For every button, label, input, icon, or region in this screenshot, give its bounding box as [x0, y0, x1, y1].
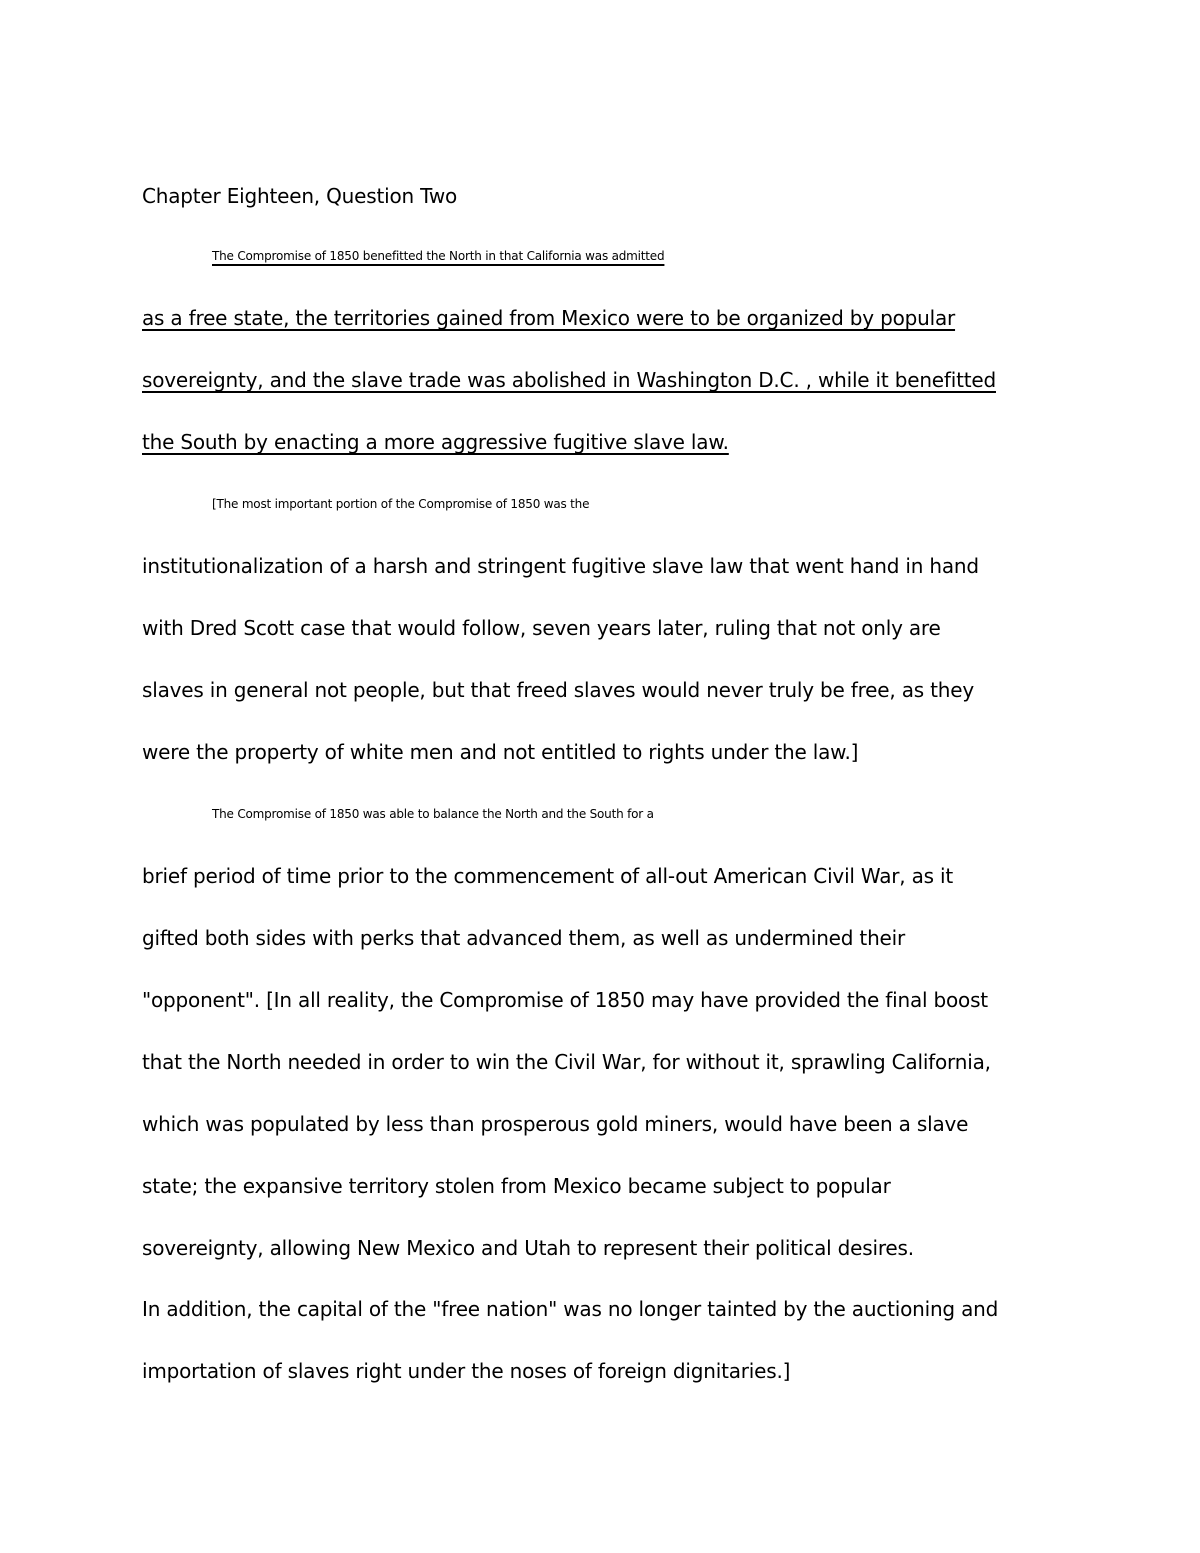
paragraph-2-line-2: institutionalization of a harsh and stringent fugitive slave law that went hand in hand — [142, 554, 979, 578]
paragraph-1-line-2: as a free state, the territories gained from Mexico were to be organized by popular — [142, 306, 956, 330]
paragraph-3-line-5: that the North needed in order to win the Civil War, for without it, sprawling California, — [142, 1050, 991, 1074]
paragraph-3-line-3: gifted both sides with perks that advanced them, as well as undermined their — [142, 926, 906, 950]
paragraph-3-line-9: In addition, the capital of the "free nation" was no longer tainted by the auctioning and — [142, 1297, 999, 1321]
paragraph-2-line-4: slaves in general not people, but that freed slaves would never truly be free, as they — [142, 678, 974, 702]
paragraph-3-line-2: brief period of time prior to the commencement of all-out American Civil War, as it — [142, 864, 954, 888]
paragraph-1-line-1: The Compromise of 1850 benefitted the North in that California was admitted — [212, 249, 665, 263]
paragraph-3-line-4: "opponent". [In all reality, the Compromise of 1850 may have provided the final boost — [142, 988, 988, 1012]
paragraph-1-line-4: the South by enacting a more aggressive fugitive slave law. — [142, 430, 729, 454]
paragraph-2-line-1: [The most important portion of the Compromise of 1850 was the — [212, 497, 590, 511]
paragraph-3-line-1: The Compromise of 1850 was able to balance the North and the South for a — [212, 807, 654, 821]
paragraph-3-line-6: which was populated by less than prosperous gold miners, would have been a slave — [142, 1112, 969, 1136]
paragraph-3-line-8: sovereignty, allowing New Mexico and Utah to represent their political desires. — [142, 1236, 914, 1260]
paragraph-3-line-10: importation of slaves right under the noses of foreign dignitaries.] — [142, 1359, 791, 1383]
paragraph-3-line-7: state; the expansive territory stolen from Mexico became subject to popular — [142, 1174, 891, 1198]
document-heading: Chapter Eighteen, Question Two — [142, 184, 458, 208]
paragraph-2-line-5: were the property of white men and not entitled to rights under the law.] — [142, 740, 859, 764]
paragraph-2-line-3: with Dred Scott case that would follow, seven years later, ruling that not only are — [142, 616, 941, 640]
paragraph-1-line-3: sovereignty, and the slave trade was abolished in Washington D.C. , while it benefitted — [142, 368, 996, 392]
